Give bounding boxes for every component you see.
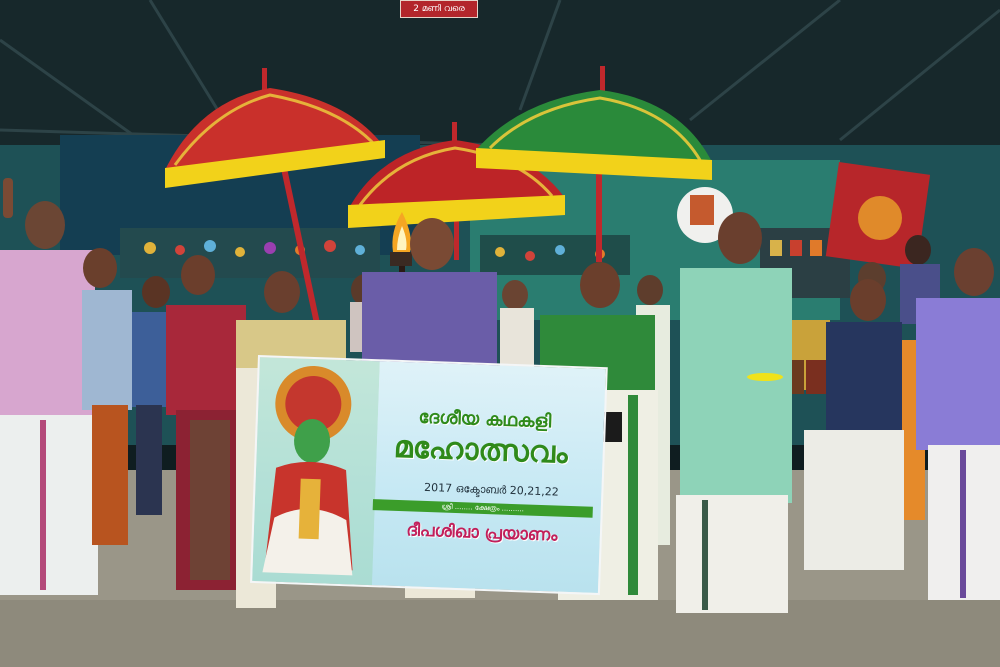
- banner-venue: ശ്രീ ........ ക്ഷേത്രം ..........: [373, 499, 593, 518]
- man-mint-kurta: [676, 212, 792, 613]
- banner-title-line2: മഹോത്സവം: [393, 429, 569, 471]
- poster-deity: [858, 196, 902, 240]
- right-man-lilac: [916, 248, 1000, 600]
- banner-title-line1: ദേശീയ കഥകളി: [418, 406, 552, 433]
- umbrella-pole-right: [596, 172, 602, 262]
- top-sign: 2 മണി വരെ: [400, 0, 478, 18]
- woman-red-saree: [166, 255, 246, 590]
- banner-date: 2017 ഒക്ടോബർ 20,21,22: [423, 480, 559, 499]
- kathakali-figure: [252, 357, 380, 589]
- raised-hand: [3, 178, 13, 218]
- kathakali-banner: [250, 355, 608, 595]
- banner-subtitle: ദീപശിഖാ പ്രയാണം: [406, 520, 558, 546]
- yellow-plate: [747, 373, 783, 381]
